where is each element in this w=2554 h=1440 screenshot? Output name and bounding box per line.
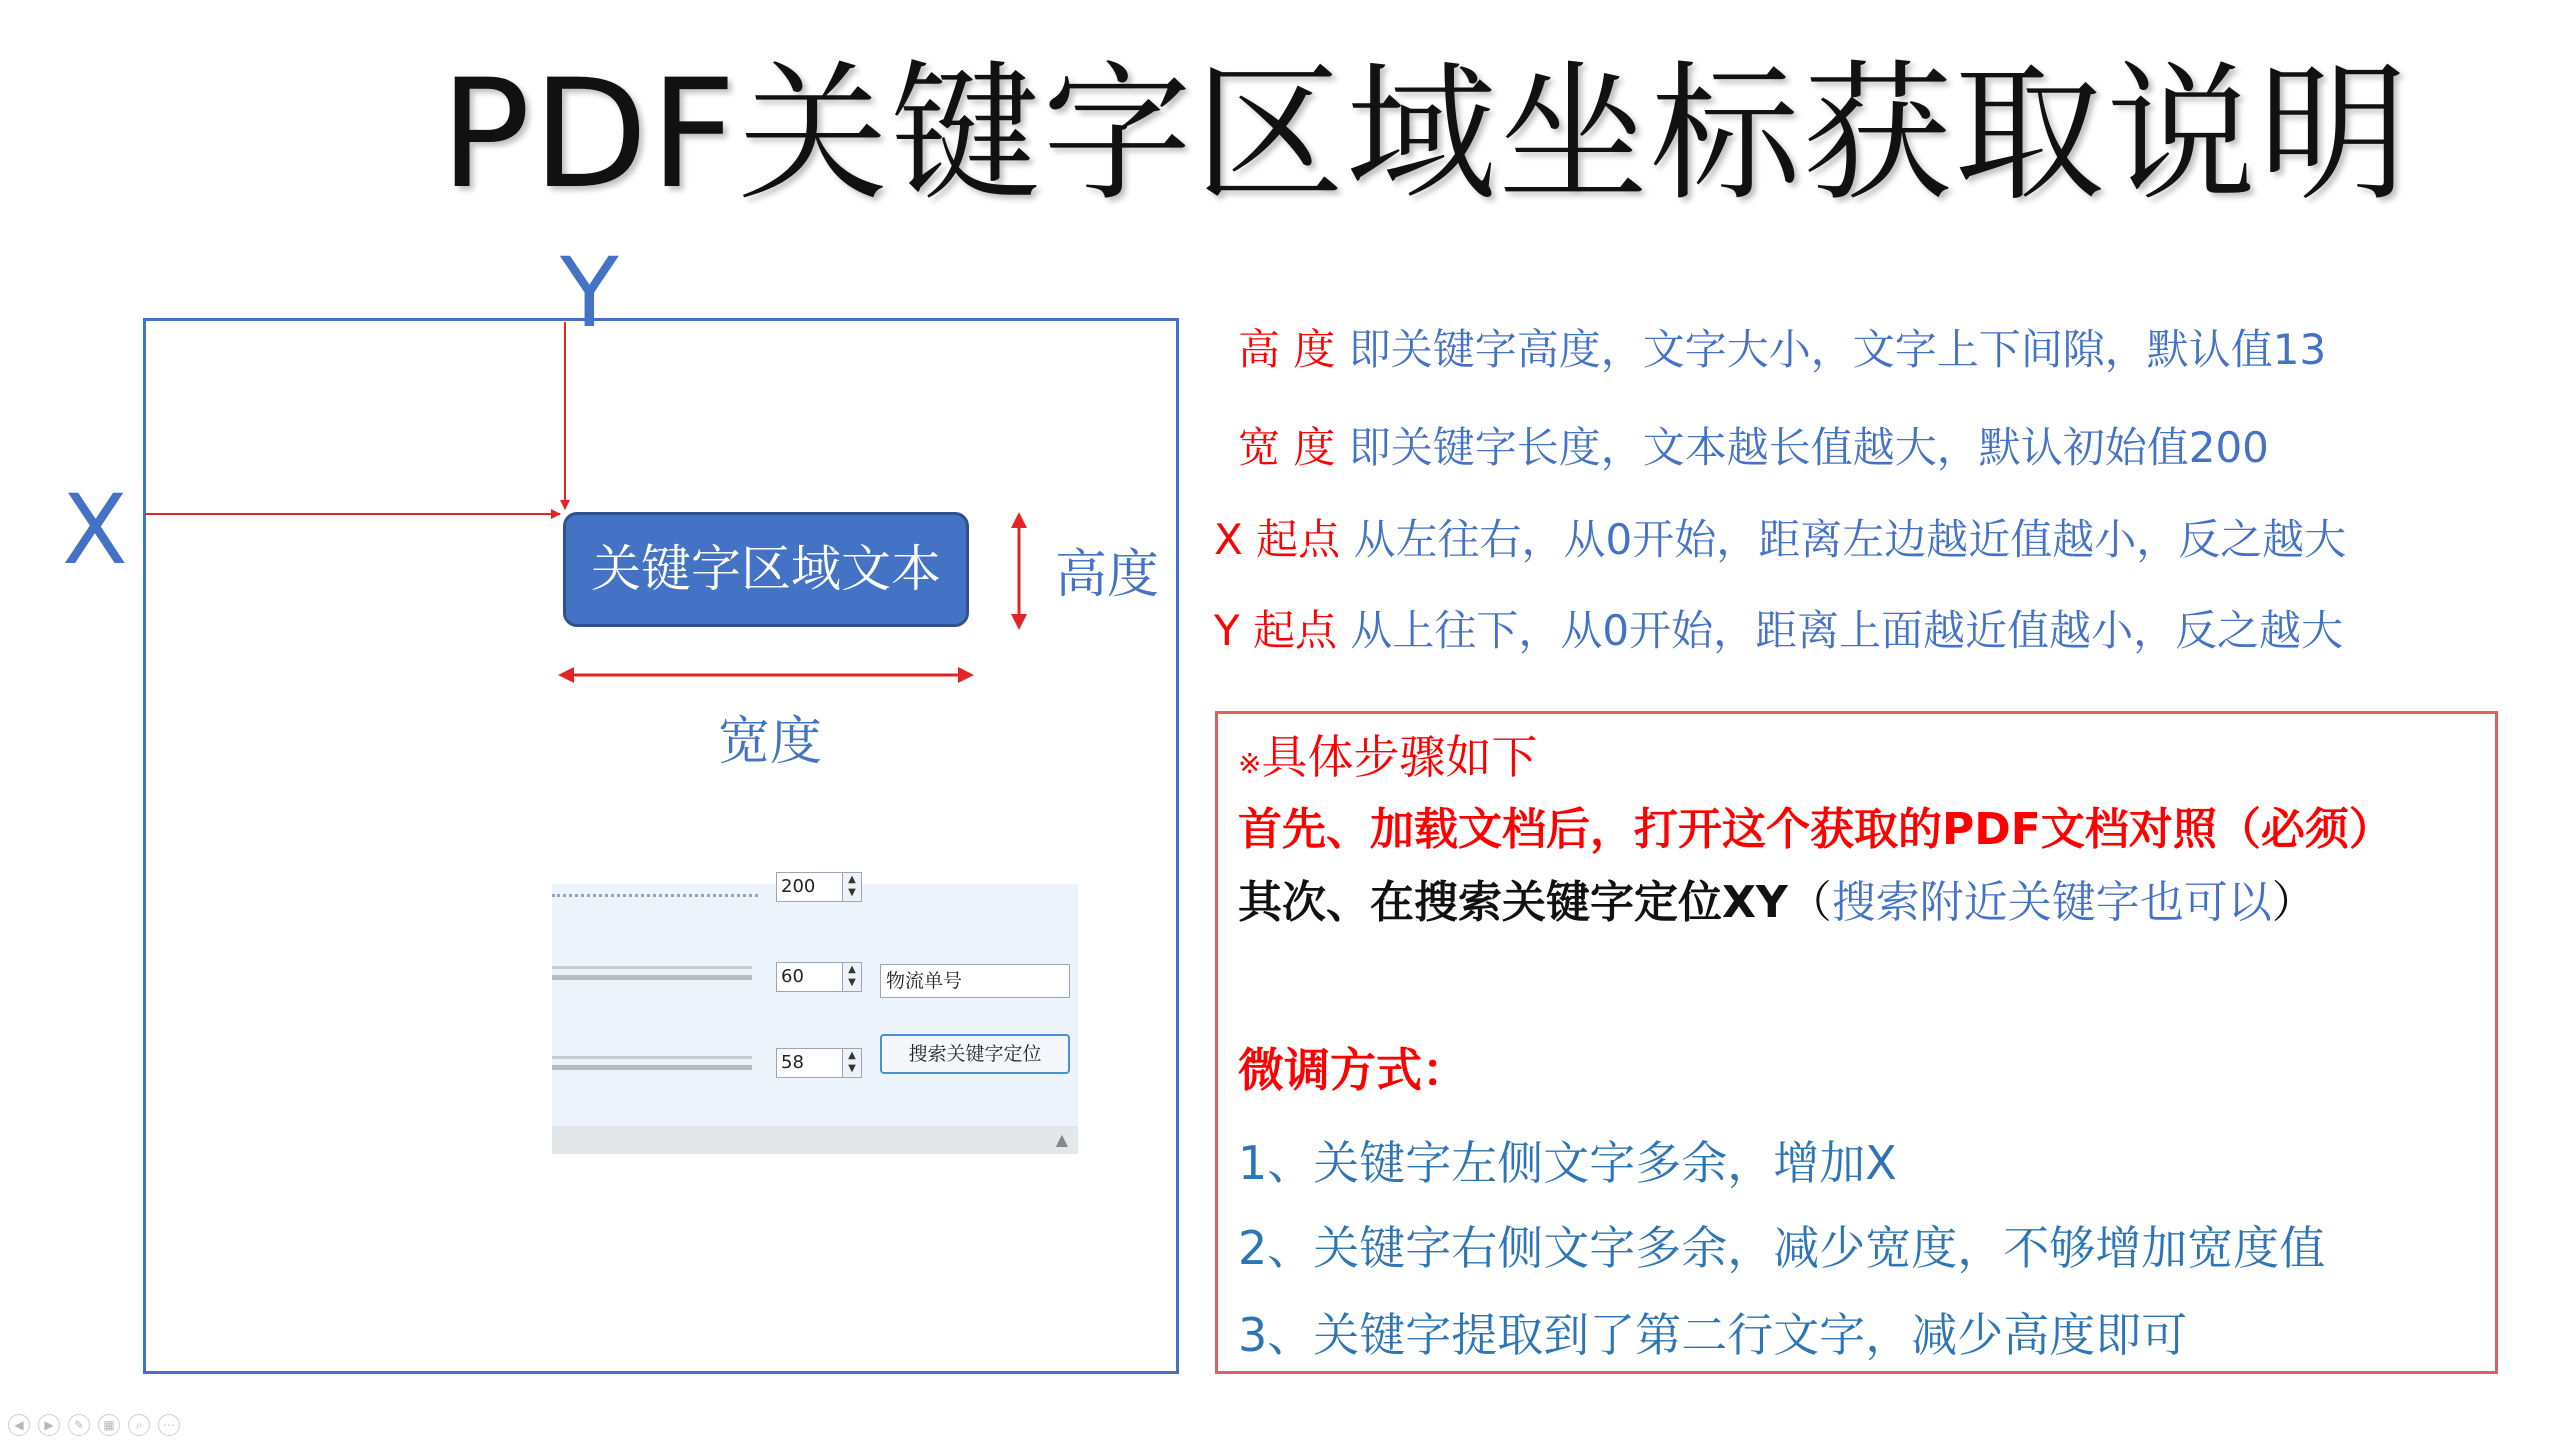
slider-track-top[interactable]	[552, 966, 752, 980]
step-2-paren-open: （	[1787, 877, 1832, 928]
stepper-value: 60	[781, 966, 804, 987]
spin-arrows-icon[interactable]: ▲ ▼	[842, 873, 861, 901]
fine-tune-title: 微调方式：	[1238, 1043, 1468, 1097]
value-stepper-60[interactable]	[776, 962, 862, 992]
legend-term: Y 起点	[1214, 606, 1338, 655]
panel-scrollbar[interactable]	[552, 1126, 1078, 1154]
keyword-input[interactable]: 物流单号	[880, 964, 1070, 998]
tip-1: 1、关键字左侧文字多余，增加X	[1238, 1136, 1897, 1190]
step-2-note: 搜索附近关键字也可以	[1831, 877, 2272, 928]
step-2-paren-close: ）	[2271, 877, 2316, 928]
slides-icon[interactable]: ▦	[98, 1414, 120, 1436]
slideshow-toolbar	[8, 1414, 188, 1436]
step-1: 首先、加载文档后，打开这个获取的PDF文档对照（必须）	[1238, 804, 2393, 855]
stepper-value: 58	[781, 1052, 804, 1073]
step-2	[1238, 873, 2316, 933]
steps-header-text: 具体步骤如下	[1261, 730, 1538, 784]
x-axis-label: X	[62, 474, 128, 586]
panel-dotted-divider	[552, 894, 758, 903]
more-icon[interactable]: ⋯	[158, 1414, 180, 1436]
step-2-main: 其次、在搜索关键字定位XY	[1238, 877, 1788, 928]
spin-arrows-icon[interactable]: ▲ ▼	[842, 1049, 861, 1077]
slider-track-bottom[interactable]	[552, 1056, 752, 1070]
top-value: 200	[781, 876, 816, 897]
tip-2: 2、关键字右侧文字多余，减少宽度，不够增加宽度值	[1238, 1221, 2326, 1275]
search-keyword-locate-button[interactable]: 搜索关键字定位	[880, 1034, 1070, 1074]
steps-header	[1238, 727, 1537, 794]
reference-mark-icon: ※	[1238, 747, 1262, 780]
legend-desc: 从上往下，从0开始，距离上面越近值越小，反之越大	[1350, 606, 2344, 655]
pen-icon[interactable]: ✎	[68, 1414, 90, 1436]
scroll-up-arrow-icon[interactable]: ▲	[1055, 1130, 1068, 1149]
legend-height	[1238, 322, 2326, 378]
tip-3: 3、关键字提取到了第二行文字，减少高度即可	[1238, 1308, 2188, 1362]
previous-icon[interactable]: ◀	[8, 1414, 30, 1436]
width-label: 宽度	[718, 712, 823, 772]
legend-desc: 即关键字高度，文字大小，文字上下间隙，默认值13	[1348, 325, 2327, 374]
legend-width	[1238, 420, 2269, 476]
value-stepper-58[interactable]	[776, 1048, 862, 1078]
legend-y-start	[1214, 603, 2343, 659]
settings-panel-screenshot	[552, 874, 1078, 1154]
y-axis-label: Y	[560, 237, 619, 349]
legend-desc: 从左往右，从0开始，距离左边越近值越小，反之越大	[1353, 515, 2347, 564]
top-value-stepper[interactable]	[776, 872, 862, 902]
spin-arrows-icon[interactable]: ▲ ▼	[842, 963, 861, 991]
keyword-region-box: 关键字区域文本	[563, 512, 969, 627]
legend-term: 宽 度	[1238, 423, 1336, 472]
height-label: 高度	[1055, 545, 1160, 605]
next-icon[interactable]: ▶	[38, 1414, 60, 1436]
page-title: PDF关键字区域坐标获取说明	[440, 48, 2411, 222]
legend-desc: 即关键字长度，文本越长值越大，默认初始值200	[1348, 423, 2269, 472]
legend-x-start	[1214, 512, 2346, 568]
legend-term: 高 度	[1238, 325, 1336, 374]
diagram-arrows	[0, 0, 1200, 760]
zoom-icon[interactable]: ⌕	[128, 1414, 150, 1436]
legend-term: X 起点	[1214, 515, 1341, 564]
